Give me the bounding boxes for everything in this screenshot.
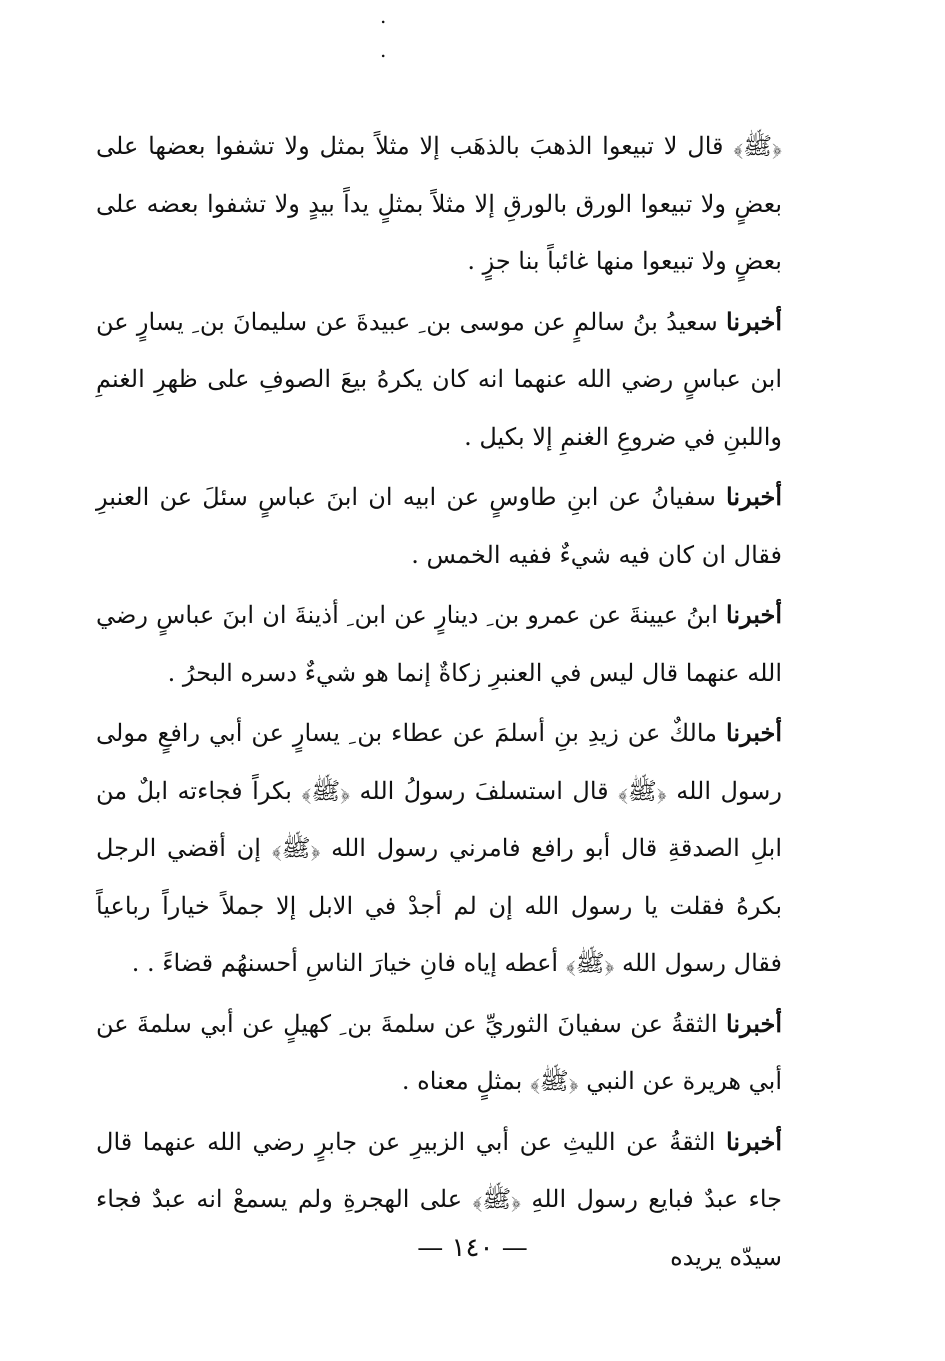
paragraph <box>96 468 782 584</box>
paragraph-lead: أخبرنا <box>726 1008 782 1038</box>
paragraph-lead: أخبرنا <box>726 482 782 511</box>
paragraph-text: مالكٌ عن زيدِ بنِ أسلمَ عن عطاء بن ِ يسارٍ عن أبي رافعٍ مولى رسول الله ﴿ﷺ﴾ قال استسلفَ رسولُ الله ﴿ﷺ﴾ بكراً فجاءته ابلٌ من ابلِ الصدقةِ قال أبو رافع فامرني رسول الله ﴿ﷺ﴾ إن أقضي الرجل بكرهُ فقلت يا رسول الله إن لم أجدْ في الابل إلا جملاً خياراً رباعياً فقال رسول الله ﴿ﷺ﴾ أعطه إياه فانِ خيارَ الناسِ أحسنهُم قضاءً . . <box>96 719 783 977</box>
paragraph <box>96 995 782 1111</box>
paragraph-text: الثقةُ عن الليثِ عن أبي الزبيرِ عن جابرٍ رضي الله عنهما قال جاء عبدٌ فبايع رسول اللهِ ﴿ﷺ﴾ على الهجرةِ ولم يسمعْ انه عبدٌ فجاء سيدّه يريده <box>96 1127 782 1271</box>
paragraph-text: سعيدُ بنُ سالمٍ عن موسى بن ِ عبيدةَ عن سليمانَ بن ِ يسارٍ عن ابن عباسٍ رضي الله عنهما انه كان يكرهُ بيعَ الصوفِ على ظهرِ الغنمِ واللبنِ في ضروعِ الغنمِ إلا بكيل . <box>96 307 782 451</box>
paragraph-lead: أخبرنا <box>726 718 782 747</box>
paragraph <box>96 704 782 993</box>
paragraph-lead: أخبرنا <box>726 306 782 336</box>
body-text <box>96 118 782 1288</box>
page-number: — ١٤٠ — <box>417 1233 528 1263</box>
paragraph-lead: أخبرنا <box>726 1126 782 1156</box>
top-mark: . <box>380 38 387 62</box>
paragraph <box>96 118 782 291</box>
paragraph-text: ابنُ عيينةَ عن عمرو بن ِ دينارٍ عن ابن ِ أذينةَ ان ابنَ عباسٍ رضي الله عنهما قال ليس في العنبرِ زكاةٌ إنما هو شيءٌ دسره البحرُ . <box>96 601 782 687</box>
paragraph-text: سفيانُ عن ابنِ طاوسٍ عن ابيه ان ابنَ عباسٍ سئلَ عن العنبرِ فقال ان كان فيه شيءٌ ففيه الخمس . <box>96 483 782 569</box>
paragraph <box>96 293 782 467</box>
paragraph-text: ﴿ﷺ﴾ قال لا تبيعوا الذهبَ بالذهَب إلا مثلاً بمثل ولا تشفوا بعضها على بعضٍ ولا تبيعوا الورق بالورقِ إلا مثلاً بمثلٍ يداً بيدٍ ولا تشفوا بعضه على بعضٍ ولا تبيعوا منها غائباً بنا جزٍ . <box>96 132 782 275</box>
paragraph <box>96 586 782 702</box>
top-mark: . <box>380 4 387 28</box>
paragraph-lead: أخبرنا <box>726 600 782 629</box>
paragraph-text: الثقةُ عن سفيانَ الثوريِّ عن سلمةَ بن ِ كهيلٍ عن أبي سلمةَ عن أبي هريرة عن النبي ﴿ﷺ﴾ بمثلٍ معناه . <box>96 1009 782 1095</box>
